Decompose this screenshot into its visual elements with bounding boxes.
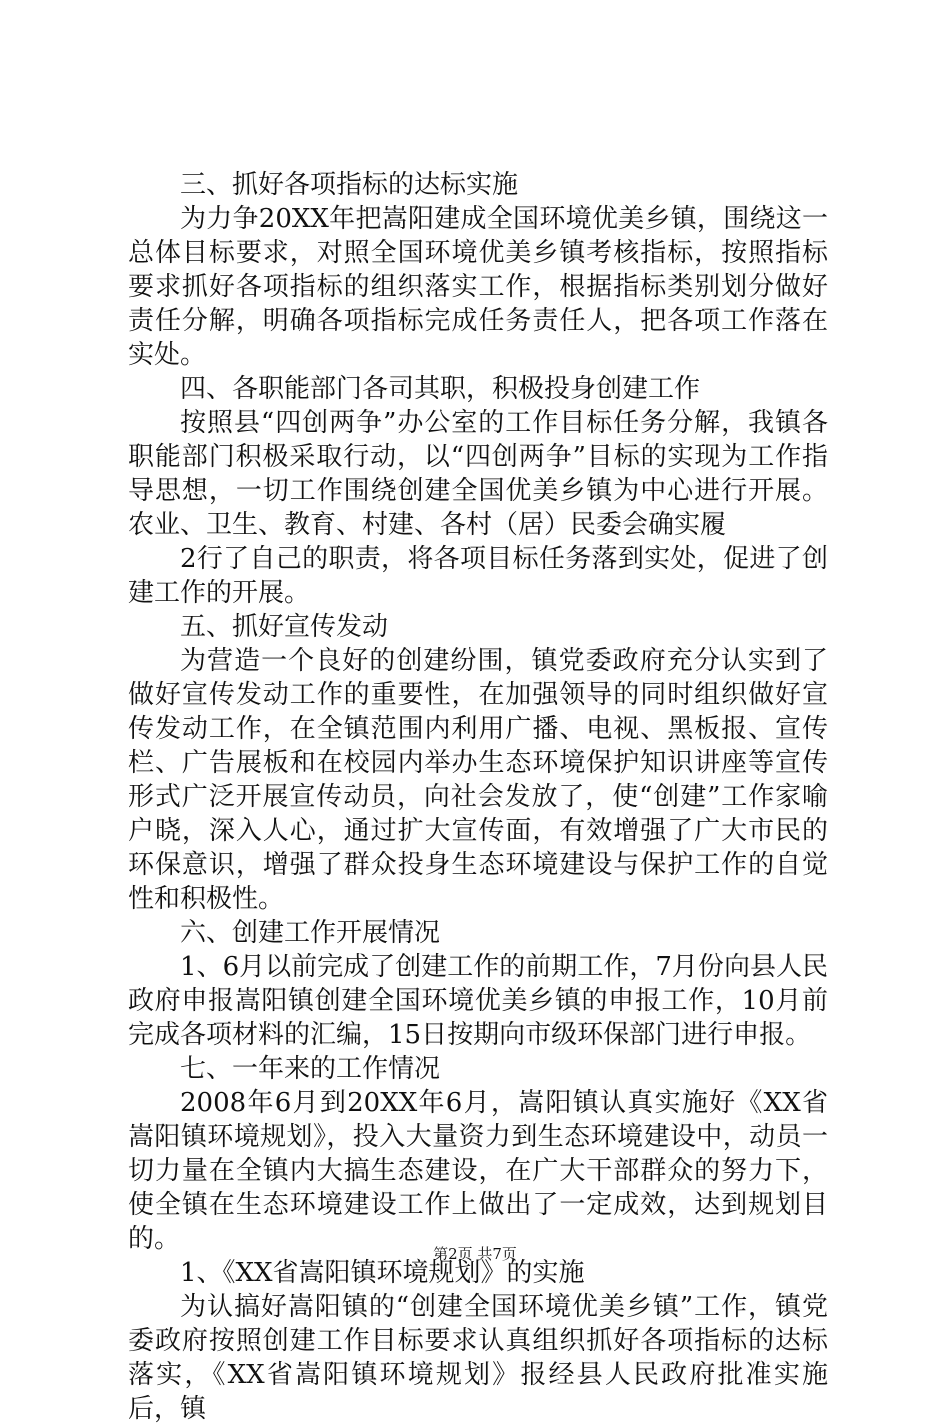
section-heading-5: 五、抓好宣传发动 [180, 612, 389, 642]
paragraph: 为认搞好嵩阳镇的“创建全国环境优美乡镇”工作，镇党委政府按照创建工作目标要求认真组织抓好各项指标的达标落实，《XX省嵩阳镇环境规划》报经县人民政府批准实施后，镇 [128, 1292, 828, 1424]
section-heading-3: 三、抓好各项指标的达标实施 [180, 170, 519, 200]
paragraph: 为力争20XX年把嵩阳建成全国环境优美乡镇，围绕这一总体目标要求，对照全国环境优美乡镇考核指标，按照指标要求抓好各项指标的组织落实工作，根据指标类别划分做好责任分解，明确各项指标完成任务责任人，把各项工作落在实处。 [128, 204, 828, 370]
paragraph: 1、6月以前完成了创建工作的前期工作，7月份向县人民政府申报嵩阳镇创建全国环境优美乡镇的申报工作，10月前完成各项材料的汇编，15日按期向市级环保部门进行申报。 [128, 952, 828, 1050]
section-heading-4: 四、各职能部门各司其职，积极投身创建工作 [180, 374, 701, 404]
section-heading-6: 六、创建工作开展情况 [180, 918, 441, 948]
page-number: 第2页 共7页 [433, 1245, 517, 1263]
subsection-heading-1: 1、《XX省嵩阳镇环境规划》的实施 [180, 1258, 585, 1288]
document-body [128, 168, 828, 1426]
paragraph: 2行了自己的职责，将各项目标任务落到实处，促进了创建工作的开展。 [128, 544, 828, 608]
paragraph: 为营造一个良好的创建纷围，镇党委政府充分认实到了做好宣传发动工作的重要性，在加强领导的同时组织做好宣传发动工作，在全镇范围内利用广播、电视、黑板报、宣传栏、广告展板和在校园内举办生态环境保护知识讲座等宣传形式广泛开展宣传动员，向社会发放了，使“创建”工作家喻户晓，深入人心，通过扩大宣传面，有效增强了广大市民的环保意识，增强了群众投身生态环境建设与保护工作的自觉性和积极性。 [128, 646, 828, 914]
paragraph: 按照县“四创两争”办公室的工作目标任务分解，我镇各职能部门积极采取行动，以“四创两争”目标的实现为工作指导思想，一切工作围绕创建全国优美乡镇为中心进行开展。农业、卫生、教育、村建、各村（居）民委会确实履 [128, 408, 828, 540]
section-heading-7: 七、一年来的工作情况 [180, 1054, 441, 1084]
paragraph: 2008年6月到20XX年6月，嵩阳镇认真实施好《XX省嵩阳镇环境规划》，投入大量资力到生态环境建设中，动员一切力量在全镇内大搞生态建设，在广大干部群众的努力下，使全镇在生态环境建设工作上做出了一定成效，达到规划目的。 [128, 1088, 828, 1254]
